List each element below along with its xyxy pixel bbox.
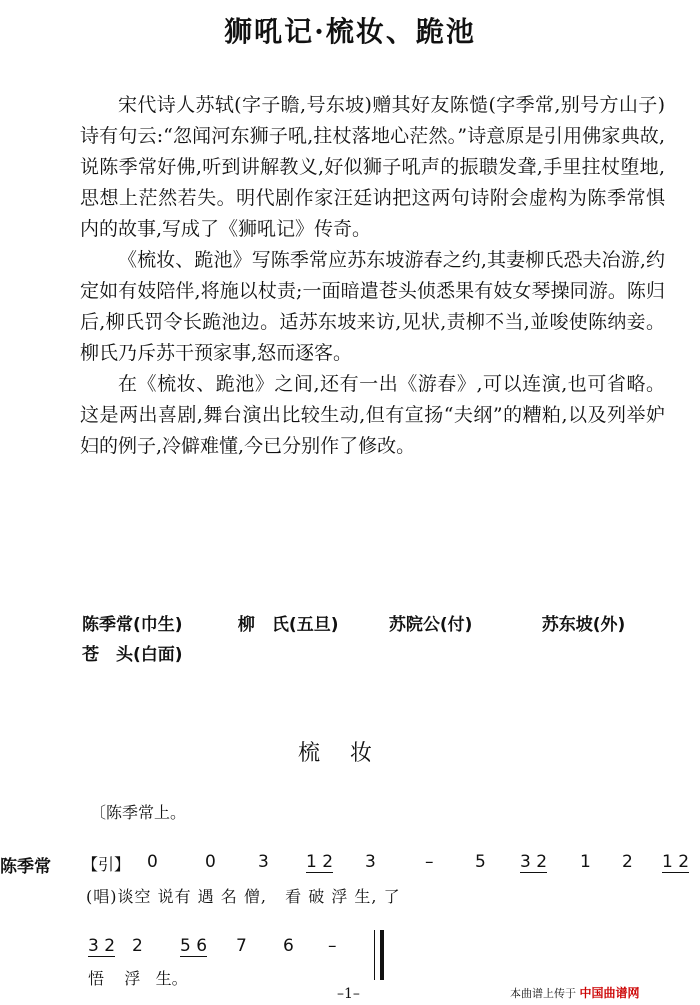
intro-paragraph-2: 《梳妆、跪池》写陈季常应苏东坡游春之约,其妻柳氏恐夫冶游,约定如有妓陪伴,将施以杖责;一面暗遣苍头侦悉果有妓女琴操同游。陈归后,柳氏罚令长跪池边。适苏东坡来访,见状,责柳不当,並唆使陈纳妾。柳氏乃斥苏干预家事,怒而逐客。 bbox=[80, 249, 665, 364]
cast-list bbox=[82, 610, 625, 670]
score-note: 5 6 bbox=[180, 936, 208, 956]
cast-member: 苏东坡(外) bbox=[541, 615, 626, 635]
score-note: 2 bbox=[622, 852, 633, 872]
score-note: 3 2 bbox=[88, 936, 116, 956]
music-score bbox=[0, 840, 700, 1005]
score-note: 1 bbox=[580, 852, 591, 872]
score-lyrics: (唱)谈空 说有 遇 名 僧, 看 破 浮 生, 了 bbox=[86, 887, 401, 906]
score-lyrics: 悟 浮 生。 bbox=[88, 969, 188, 988]
cast-member: 柳 氏(五旦) bbox=[237, 615, 339, 635]
score-note: 2 bbox=[132, 936, 143, 956]
score-note: 1 2 bbox=[662, 852, 690, 872]
score-note: 3 bbox=[365, 852, 376, 872]
score-note: – bbox=[328, 936, 337, 956]
upload-credit bbox=[510, 984, 640, 1001]
intro-paragraph-1: 宋代诗人苏轼(字子瞻,号东坡)赠其好友陈慥(字季常,别号方山子)诗有句云:“忽闻河东狮子吼,拄杖落地心茫然。”诗意原是引用佛家典故,说陈季常好佛,听到讲解教义,好似狮子吼声的振聩发聋,手里拄杖堕地,思想上茫然若失。明代剧作家汪廷讷把这两句诗附会虚构为陈季常惧内的故事,写成了《狮吼记》传奇。 bbox=[80, 94, 665, 240]
cast-member: 陈季常(巾生) bbox=[82, 615, 183, 635]
stage-direction: 〔陈季常上。 bbox=[90, 803, 187, 822]
intro-paragraph-3: 在《梳妆、跪池》之间,还有一出《游春》,可以连演,也可省略。这是两出喜剧,舞台演出比较生动,但有宣扬“夫纲”的糟粕,以及列举妒妇的例子,冷僻难懂,今已分别作了修改。 bbox=[80, 373, 665, 457]
score-note: 3 bbox=[258, 852, 269, 872]
credit-text: 本曲谱上传于 bbox=[510, 987, 576, 1000]
score-note: 5 bbox=[475, 852, 486, 872]
barline-thick bbox=[380, 930, 384, 980]
page-number: –1– bbox=[337, 986, 360, 1002]
score-note: – bbox=[425, 852, 434, 872]
credit-site: 中国曲谱网 bbox=[579, 986, 640, 1000]
score-note: 6 bbox=[283, 936, 294, 956]
cast-member: 苏院公(付) bbox=[388, 615, 473, 635]
cast-row bbox=[82, 610, 625, 640]
score-note: 3 2 bbox=[520, 852, 548, 872]
score-note: 7 bbox=[236, 936, 247, 956]
barline-thin bbox=[374, 930, 375, 980]
cast-member: 苍 头(白面) bbox=[82, 645, 183, 665]
page-title: 狮吼记·梳妆、跪池 bbox=[224, 15, 476, 48]
section-title: 梳妆 bbox=[297, 741, 402, 766]
score-category: 【引】 bbox=[82, 855, 131, 874]
cast-row bbox=[82, 640, 625, 670]
score-note: 0 bbox=[147, 852, 158, 872]
score-note: 0 bbox=[205, 852, 216, 872]
introduction bbox=[80, 90, 665, 462]
score-role: 陈季常 bbox=[0, 857, 51, 877]
score-note: 1 2 bbox=[306, 852, 334, 872]
